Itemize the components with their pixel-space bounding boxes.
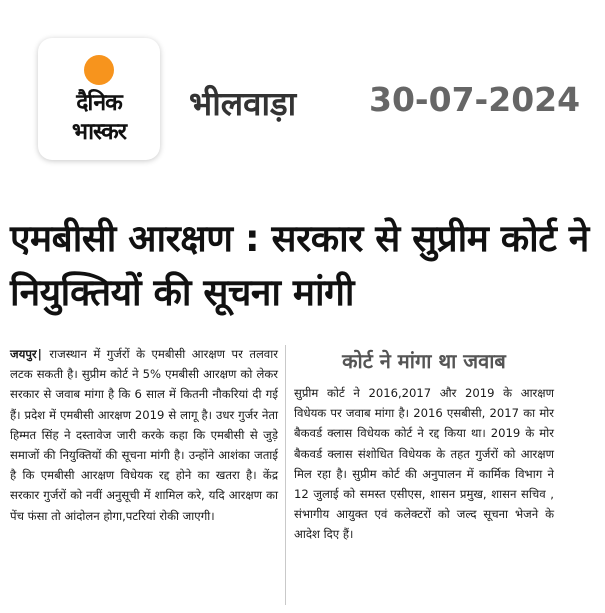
logo-text-line2: भास्कर (71, 119, 127, 145)
sun-icon (84, 55, 114, 85)
article-column-left (10, 344, 278, 526)
dateline: जयपुर (10, 347, 37, 361)
logo-text-line1: दैनिक (76, 90, 122, 116)
dateline-separator: | (37, 347, 42, 361)
article-column-right (294, 383, 554, 545)
edition-city: भीलवाड़ा (189, 84, 297, 123)
body-text-left: राजस्थान में गुर्जरों के एमबीसी आरक्षण पर तलवार लटक सकती है। सुप्रीम कोर्ट ने 5% एमबीसी आरक्षण को लेकर सरकार से जवाब मांगा है कि 6 साल में कितनी नौकरियां दी गई हैं। प्रदेश में एमबीसी आरक्षण 2019 से लागू है। उधर गुर्जर नेता हिम्मत सिंह ने दस्तावेज जारी करके कहा कि एमबीसी से जुड़े समाजों की नियुक्तियों की सूचना मांगी है। उन्होंने आशंका जताई है कि एमबीसी आरक्षण विधेयक रद्द होने का खतरा है। केंद्र सरकार गुर्जरों को नवीं अनुसूची में शामिल करे, यदि आरक्षण का पेंच फंसा तो आंदोलन होगा,पटरियां रोकी जाएगी। (10, 347, 279, 523)
edition-date: 30-07-2024 (369, 80, 581, 119)
body-text-right: सुप्रीम कोर्ट ने 2016,2017 और 2019 के आरक्षण विधेयक पर जवाब मांगा है। 2016 एसबीसी, 2017 का मोर बैकवर्ड क्लास विधेयक कोर्ट ने रद्द किया था। 2019 के मोर बैकवर्ड क्लास संशोधित विधेयक के तहत गुर्जरों को आरक्षण मिल रहा है। सुप्रीम कोर्ट की अनुपालन में कार्मिक विभाग ने 12 जुलाई को समस्त एसीएस, शासन प्रमुख, शासन सचिव , संभागीय आयुक्त एवं कलेक्टरों को जल्द सूचना भेजने के आदेश दिए हैं। (294, 386, 554, 542)
column-divider (285, 345, 286, 605)
dainik-bhaskar-logo (38, 38, 160, 160)
article-headline: एमबीसी आरक्षण : सरकार से सुप्रीम कोर्ट ने नियुक्तियों की सूचना मांगी (10, 217, 589, 314)
article-subhead: कोर्ट ने मांगा था जवाब (342, 349, 506, 373)
